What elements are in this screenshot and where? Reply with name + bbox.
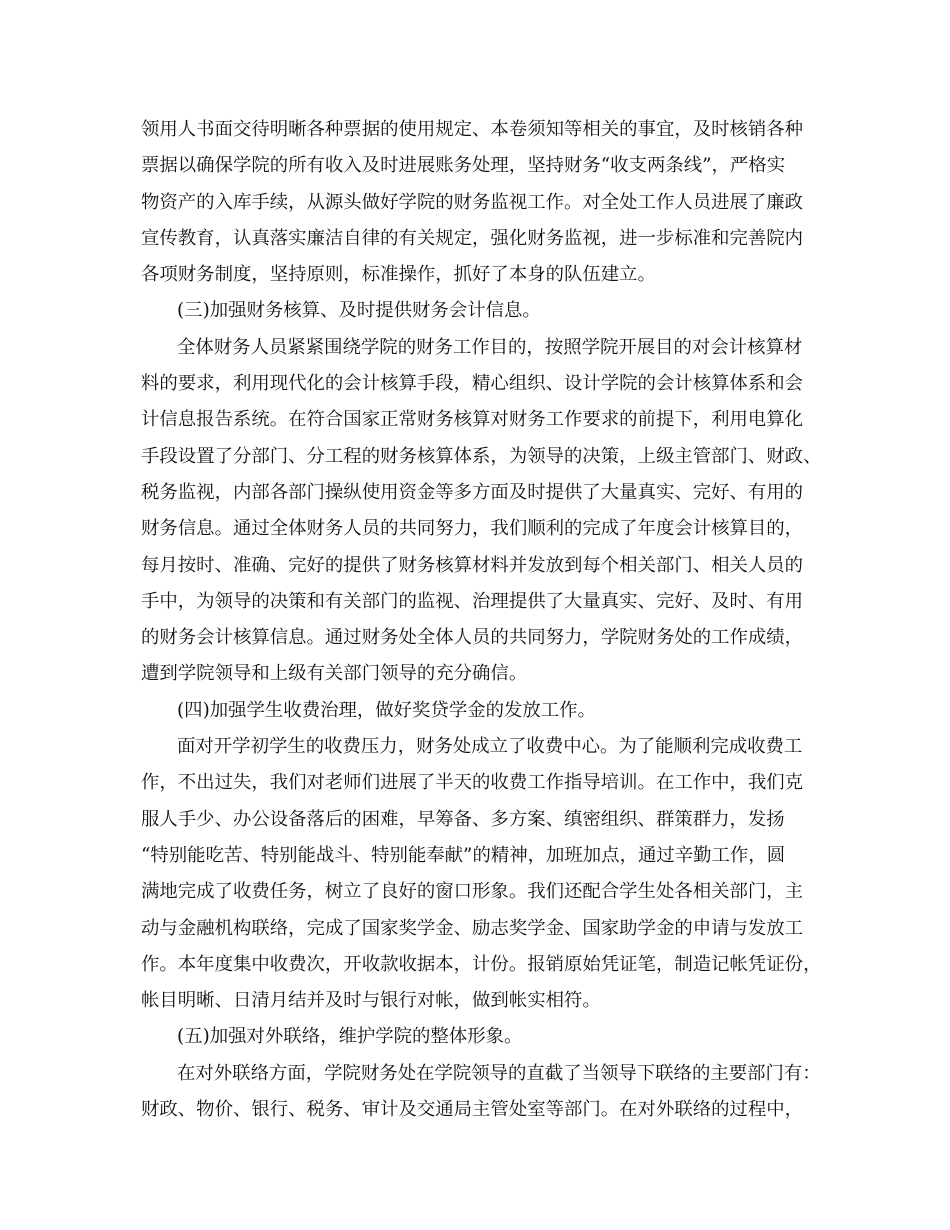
text-line: 料的要求，利用现代化的会计核算手段，精心组织、设计学院的会计核算体系和会 (141, 373, 804, 395)
text-line: 税务监视，内部各部门操纵使用资金等多方面及时提供了大量真实、完好、有用的 (141, 481, 804, 503)
text-line: 遭到学院领导和上级有关部门领导的充分确信。 (141, 663, 528, 685)
text-line: 作。本年度集中收费次，开收款收据本，计份。报销原始凭证笔，制造记帐凭证份， (141, 953, 822, 975)
text-line: 物资产的入库手续，从源头做好学院的财务监视工作。对全处工作人员进展了廉政 (141, 191, 804, 213)
text-line: 满地完成了收费任务，树立了良好的窗口形象。我们还配合学生处各相关部门，主 (141, 881, 804, 903)
text-line: 手中，为领导的决策和有关部门的监视、治理提供了大量真实、完好、及时、有用 (141, 590, 804, 612)
text-line: 面对开学初学生的收费压力，财务处成立了收费中心。为了能顺利完成收费工 (177, 736, 803, 758)
text-line: 宣传教育，认真落实廉洁自律的有关规定，强化财务监视，进一步标准和完善院内 (141, 227, 804, 249)
text-line: 手段设置了分部门、分工程的财务核算体系，为领导的决策，上级主管部门、财政、 (141, 445, 822, 467)
text-line: 帐目明晰、日清月结并及时与银行对帐，做到帐实相符。 (141, 990, 601, 1012)
text-line: 服人手少、办公设备落后的困难，早筹备、多方案、缜密组织、群策群力，发扬 (141, 808, 785, 830)
text-line: 作，不出过失，我们对老师们进展了半天的收费工作指导培训。在工作中，我们克 (141, 772, 804, 794)
text-line: 票据以确保学院的所有收入及时进展账务处理，坚持财务“收支两条线”，严格实 (141, 155, 786, 177)
text-line: 计信息报告系统。在符合国家正常财务核算对财务工作要求的前提下，利用电算化 (141, 409, 804, 431)
text-line: 在对外联络方面，学院财务处在学院领导的直截了当领导下联络的主要部门有： (177, 1062, 821, 1084)
text-line: (五)加强对外联络，维护学院的整体形象。 (177, 1026, 523, 1048)
text-line: (四)加强学生收费治理，做好奖贷学金的发放工作。 (177, 699, 596, 721)
text-line: 领用人书面交待明晰各种票据的使用规定、本卷须知等相关的事宜，及时核销各种 (141, 119, 804, 140)
text-line: 每月按时、准确、完好的提供了财务核算材料并发放到每个相关部门、相关人员的 (141, 554, 804, 576)
text-line: 财务信息。通过全体财务人员的共同努力，我们顺利的完成了年度会计核算目的， (141, 518, 804, 540)
text-line: 全体财务人员紧紧围绕学院的财务工作目的，按照学院开展目的对会计核算材 (177, 336, 803, 358)
text-line: 动与金融机构联络，完成了国家奖学金、励志奖学金、国家助学金的申请与发放工 (141, 917, 804, 939)
text-line: (三)加强财务核算、及时提供财务会计信息。 (177, 300, 541, 322)
text-line: “特别能吃苦、特别能战斗、特别能奉献”的精神，加班加点，通过辛勤工作，圆 (141, 844, 786, 866)
body-text (141, 112, 831, 1128)
text-line: 的财务会计核算信息。通过财务处全体人员的共同努力，学院财务处的工作成绩， (141, 627, 804, 649)
text-line: 财政、物价、银行、税务、审计及交通局主管处室等部门。在对外联络的过程中， (141, 1099, 804, 1121)
text-line: 各项财务制度，坚持原则，标准操作，抓好了本身的队伍建立。 (141, 264, 656, 286)
